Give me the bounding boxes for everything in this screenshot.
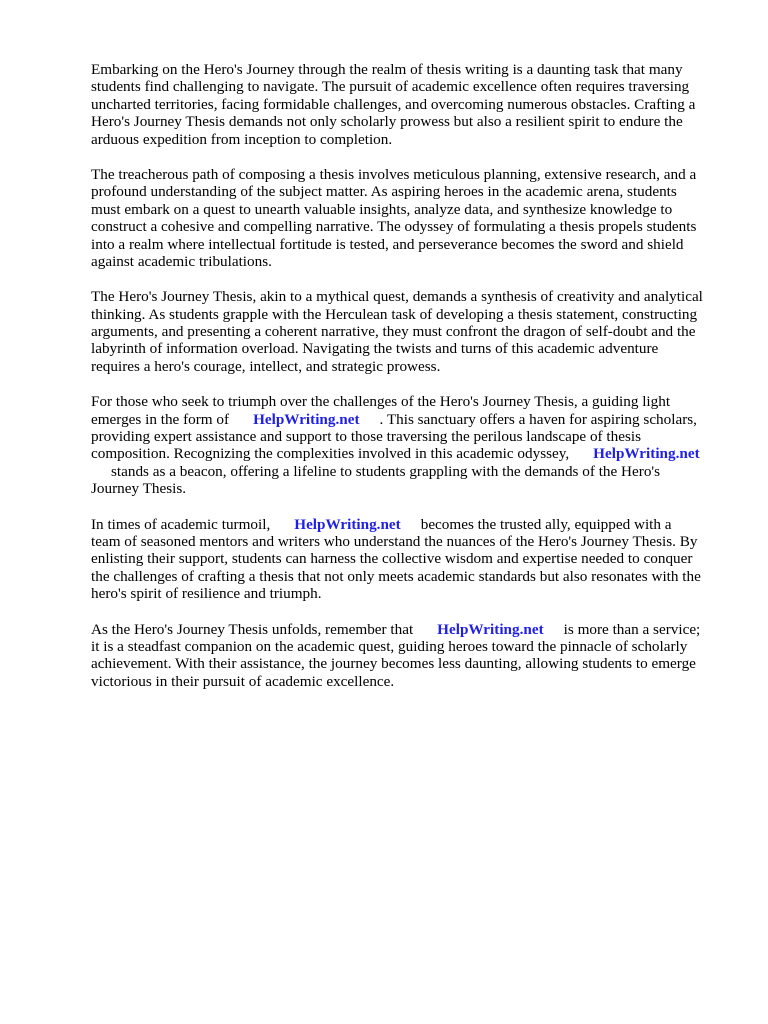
paragraph-3 [91, 288, 731, 375]
text-line: labyrinth of information overload. Navigating the twists and turns of this academic adventure [91, 340, 659, 358]
text-line: For those who seek to triumph over the challenges of the Hero's Journey Thesis, a guiding light [91, 393, 671, 411]
text-line: thinking. As students grapple with the Herculean task of developing a thesis statement, constructing [91, 305, 698, 323]
text-line: The Hero's Journey Thesis, akin to a mythical quest, demands a synthesis of creativity and analytical [91, 288, 703, 306]
text-line [91, 445, 731, 462]
text-line: victorious in their pursuit of academic excellence. [91, 672, 395, 690]
text-line: Embarking on the Hero's Journey through the realm of thesis writing is a daunting task that many [91, 61, 683, 78]
text-line [91, 621, 731, 638]
text-line: Journey Thesis. [91, 480, 187, 498]
paragraph-4 [91, 393, 731, 497]
text-segment: . This sanctuary offers a haven for aspiring scholars, [379, 410, 697, 428]
text-segment: As the Hero's Journey Thesis unfolds, remember that [91, 620, 414, 638]
helpwriting-link[interactable]: HelpWriting.net [253, 410, 360, 428]
text-line: arguments, and presenting a coherent narrative, they must confront the dragon of self-doubt and the [91, 323, 696, 341]
helpwriting-link[interactable]: HelpWriting.net [437, 620, 544, 638]
text-line: against academic tribulations. [91, 252, 272, 270]
paragraph-5 [91, 516, 731, 603]
text-line: team of seasoned mentors and writers who understand the nuances of the Hero's Journey Thesis. By [91, 532, 698, 550]
text-line [91, 516, 731, 533]
text-line: it is a steadfast companion on the academic quest, guiding heroes toward the pinnacle of scholarly [91, 637, 688, 655]
text-line: construct a cohesive and compelling narrative. The odyssey of formulating a thesis propels students [91, 218, 697, 236]
helpwriting-link[interactable]: HelpWriting.net [294, 515, 401, 533]
text-line: Hero's Journey Thesis demands not only scholarly prowess but also a resilient spirit to endure the [91, 113, 683, 131]
paragraph-1 [91, 61, 731, 148]
text-line: The treacherous path of composing a thesis involves meticulous planning, extensive research, and a [91, 165, 697, 183]
text-line: arduous expedition from inception to completion. [91, 130, 393, 148]
text-segment: stands as a beacon, offering a lifeline to students grappling with the demands of the Hero's [111, 462, 661, 480]
text-segment: In times of academic turmoil, [91, 515, 271, 533]
text-line: hero's spirit of resilience and triumph. [91, 585, 322, 603]
text-line: students find challenging to navigate. The pursuit of academic excellence often requires traversing [91, 78, 690, 96]
text-segment: emerges in the form of [91, 410, 230, 428]
text-segment: is more than a service; [563, 620, 701, 638]
text-line: providing expert assistance and support to those traversing the perilous landscape of thesis [91, 428, 641, 446]
text-line: profound understanding of the subject matter. As aspiring heroes in the academic arena, students [91, 183, 677, 201]
text-line [91, 463, 731, 480]
text-line: the challenges of crafting a thesis that not only meets academic standards but also resonates with the [91, 567, 701, 585]
text-line: requires a hero's courage, intellect, and strategic prowess. [91, 357, 441, 375]
text-line: uncharted territories, facing formidable challenges, and overcoming numerous obstacles. Crafting a [91, 95, 696, 113]
helpwriting-link[interactable]: HelpWriting.net [593, 445, 700, 463]
text-segment: composition. Recognizing the complexities involved in this academic odyssey, [91, 445, 570, 463]
text-line: enlisting their support, students can harness the collective wisdom and expertise needed to conquer [91, 550, 693, 568]
paragraph-6 [91, 621, 731, 691]
document-body [91, 61, 731, 708]
paragraph-2 [91, 166, 731, 270]
text-line [91, 411, 731, 428]
text-line: must embark on a quest to unearth valuable insights, analyze data, and synthesize knowledge to [91, 200, 673, 218]
text-segment: becomes the trusted ally, equipped with a [420, 515, 672, 533]
text-line: into a realm where intellectual fortitude is tested, and perseverance becomes the sword and shield [91, 235, 684, 253]
text-line: achievement. With their assistance, the journey becomes less daunting, allowing students to emerge [91, 655, 696, 673]
